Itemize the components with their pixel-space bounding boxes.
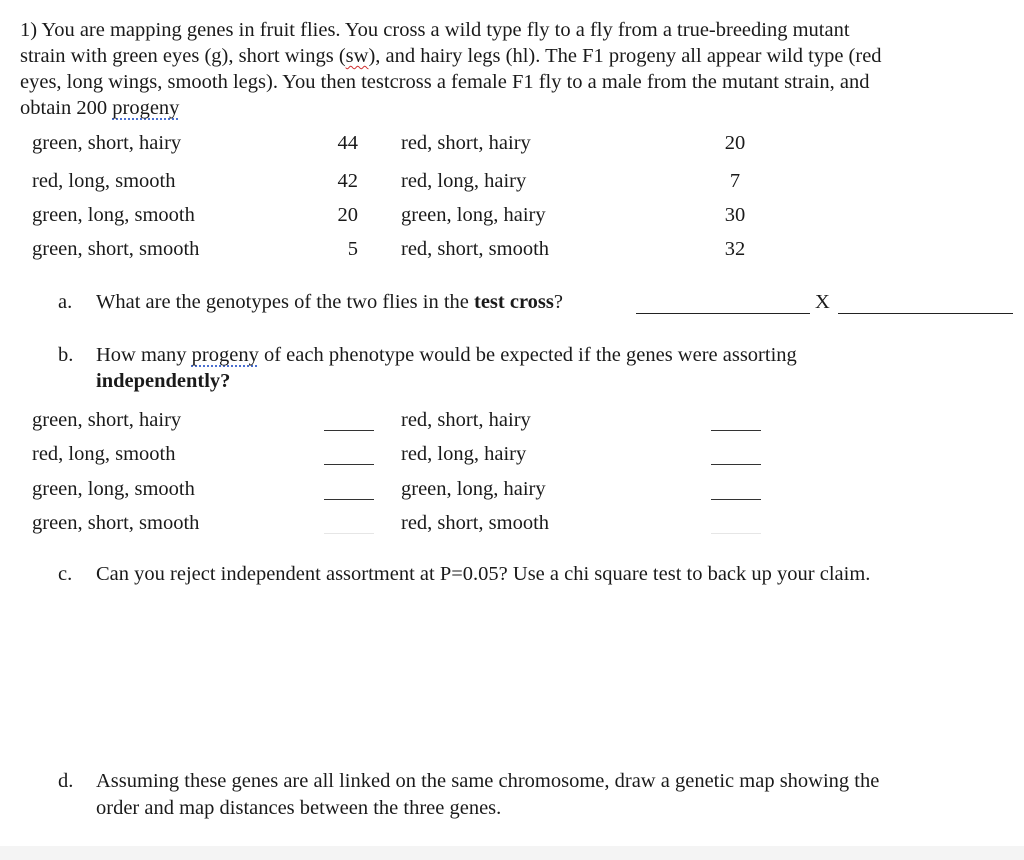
- question-a-text-end: ?: [553, 291, 563, 313]
- expected-right-blank[interactable]: [711, 430, 761, 431]
- progeny-right-phenotype: red, long, hairy: [401, 170, 527, 192]
- progeny-left-count: 20: [337, 204, 358, 226]
- expected-right-blank[interactable]: [711, 464, 761, 465]
- expected-left-blank[interactable]: [324, 464, 374, 465]
- cross-symbol: X: [815, 291, 830, 313]
- progeny-right-phenotype: green, long, hairy: [401, 204, 546, 226]
- question-c-letter: c.: [58, 563, 73, 585]
- expected-left-blank[interactable]: [324, 499, 374, 500]
- progeny-left-phenotype: green, short, smooth: [32, 238, 200, 260]
- expected-right-blank[interactable]: [711, 533, 761, 534]
- question-a-letter: a.: [58, 291, 73, 313]
- question-b-text-end: of each phenotype would be expected if the genes were assorting: [258, 344, 797, 366]
- question-a-bold: test cross: [474, 291, 554, 313]
- progeny-right-count: 32: [724, 238, 746, 260]
- expected-left-phenotype: red, long, smooth: [32, 443, 176, 465]
- answer-blank-genotype-1[interactable]: [636, 313, 810, 314]
- question-d-line-2: order and map distances between the three genes.: [96, 797, 502, 819]
- question-b-bold: independently?: [96, 370, 231, 392]
- expected-left-blank[interactable]: [324, 533, 374, 534]
- problem-intro: [20, 17, 1015, 121]
- intro-line-3: eyes, long wings, smooth legs). You then testcross a female F1 fly to a male from the mutant strain, and: [20, 71, 870, 93]
- progeny-right-count: 20: [724, 132, 746, 154]
- progeny-right-phenotype: red, short, hairy: [401, 132, 531, 154]
- expected-left-blank[interactable]: [324, 430, 374, 431]
- progeny-left-phenotype: green, long, smooth: [32, 204, 195, 226]
- intro-line-4-start: obtain 200: [20, 97, 113, 119]
- grammar-check-progeny: progeny: [191, 344, 259, 366]
- intro-line-2-start: strain with green eyes (g), short wings (: [20, 45, 346, 67]
- intro-line-4: [20, 95, 1015, 121]
- progeny-left-phenotype: green, short, hairy: [32, 132, 182, 154]
- question-b-letter: b.: [58, 344, 74, 366]
- progeny-right-phenotype: red, short, smooth: [401, 238, 550, 260]
- question-b-line-1: [96, 342, 797, 368]
- question-d-line-1: Assuming these genes are all linked on the same chromosome, draw a genetic map showing the: [96, 770, 880, 792]
- expected-right-phenotype: green, long, hairy: [401, 478, 546, 500]
- question-b-text-start: How many: [96, 344, 192, 366]
- question-c-text: Can you reject independent assortment at P=0.05? Use a chi square test to back up your claim.: [96, 563, 871, 585]
- page-bottom-strip: [0, 846, 1024, 860]
- expected-left-phenotype: green, short, hairy: [32, 409, 182, 431]
- progeny-left-count: 5: [347, 238, 358, 260]
- expected-left-phenotype: green, short, smooth: [32, 512, 200, 534]
- expected-left-phenotype: green, long, smooth: [32, 478, 195, 500]
- expected-right-phenotype: red, long, hairy: [401, 443, 527, 465]
- progeny-left-count: 42: [337, 170, 358, 192]
- progeny-right-count: 30: [724, 204, 746, 226]
- grammar-check-progeny: progeny: [112, 97, 180, 119]
- question-a-text: [96, 289, 563, 315]
- answer-blank-genotype-2[interactable]: [838, 313, 1013, 314]
- expected-right-phenotype: red, short, smooth: [401, 512, 550, 534]
- expected-right-blank[interactable]: [711, 499, 761, 500]
- spellcheck-sw: sw: [345, 45, 369, 67]
- intro-line-2-end: ), and hairy legs (hl). The F1 progeny all appear wild type (red: [368, 45, 882, 67]
- intro-line-1: 1) You are mapping genes in fruit flies. You cross a wild type fly to a fly from a true-breeding mutant: [20, 19, 850, 41]
- question-a-text-start: What are the genotypes of the two flies in the: [96, 291, 474, 313]
- question-d-letter: d.: [58, 770, 74, 792]
- expected-right-phenotype: red, short, hairy: [401, 409, 531, 431]
- intro-line-2: [20, 43, 1015, 69]
- progeny-left-count: 44: [337, 132, 358, 154]
- progeny-left-phenotype: red, long, smooth: [32, 170, 176, 192]
- progeny-right-count: 7: [729, 170, 741, 192]
